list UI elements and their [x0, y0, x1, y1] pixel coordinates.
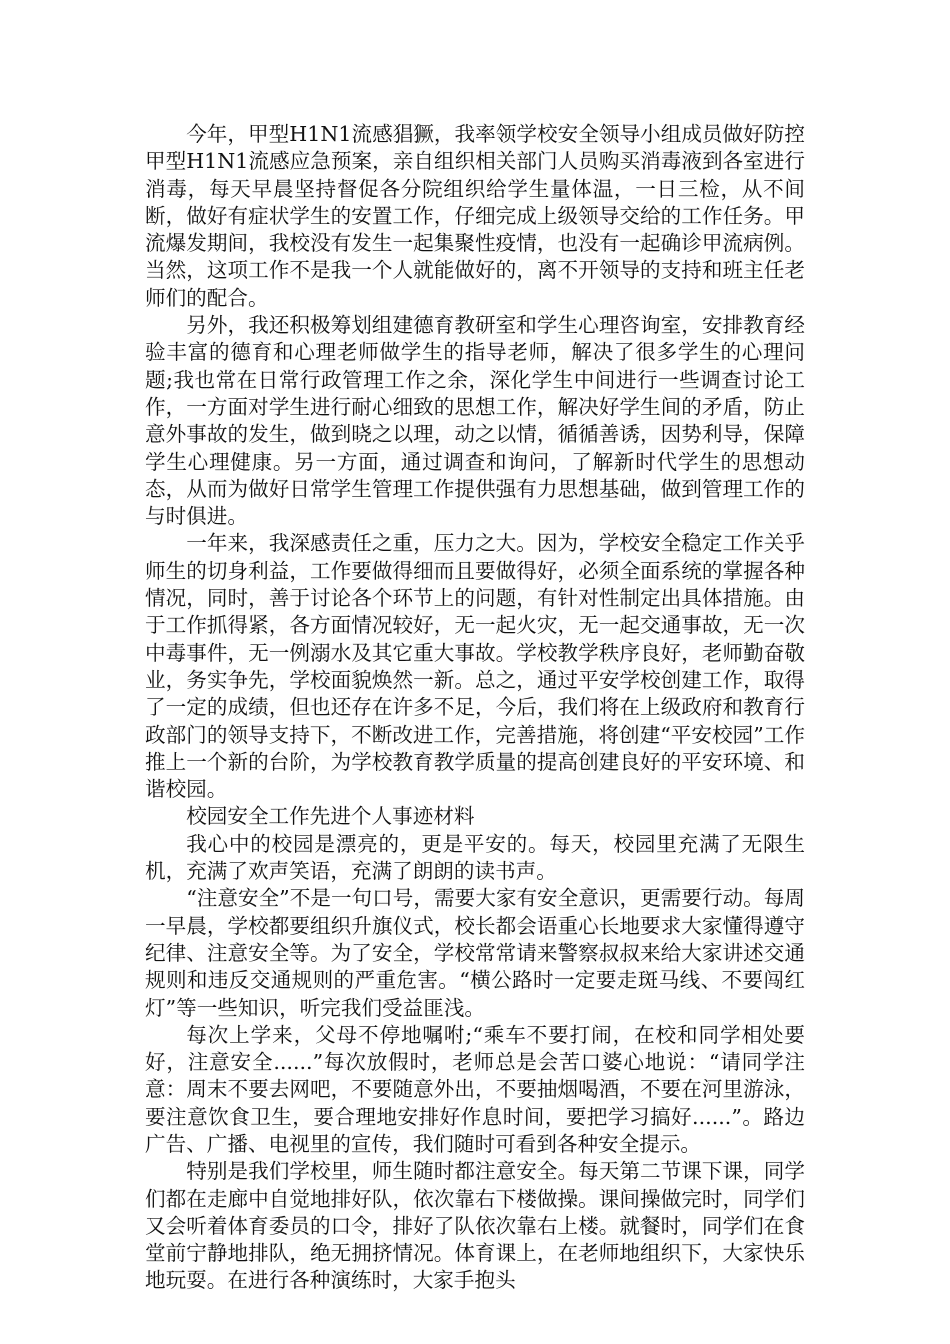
paragraph-year-summary: 一年来，我深感责任之重，压力之大。因为，学校安全稳定工作关乎师生的切身利益，工作要做得细而且要做得好，必须全面系统的掌握各种情况，同时，善于讨论各个环节上的问题，有针对性制定出具体措施。由于工作抓得紧，各方面情况较好，无一起火灾，无一起交通事故，无一次中毒事件，无一例溺水及其它重大事故。学校教学秩序良好，老师勤奋敬业，务实争先，学校面貌焕然一新。总之，通过平安学校创建工作，取得了一定的成绩，但也还存在许多不足，今后，我们将在上级政府和教育行政部门的领导支持下，不断改进工作，完善措施，将创建“平安校园”工作推上一个新的台阶，为学校教育教学质量的提高创建良好的平安环境、和谐校园。 — [145, 531, 805, 802]
paragraph-campus-intro: 我心中的校园是漂亮的，更是平安的。每天，校园里充满了无限生机，充满了欢声笑语，充满了朗朗的读书声。 — [145, 831, 805, 884]
section-heading: 校园安全工作先进个人事迹材料 — [186, 804, 475, 829]
document-body — [145, 121, 805, 1295]
paragraph-h1n1-prevention: 今年，甲型H1N1流感猖獗，我率领学校安全领导小组成员做好防控甲型H1N1流感应急预案，亲自组织相关部门人员购买消毒液到各室进行消毒，每天早晨坚持督促各分院组织给学生量体温，一日三检，从不间断，做好有症状学生的安置工作，仔细完成上级领导交给的工作任务。甲流爆发期间，我校没有发生一起集聚性疫情，也没有一起确诊甲流病例。当然，这项工作不是我一个人就能做好的，离不开领导的支持和班主任老师们的配合。 — [145, 122, 805, 310]
paragraph-moral-education: 另外，我还积极筹划组建德育教研室和学生心理咨询室，安排教育经验丰富的德育和心理老师做学生的指导老师，解决了很多学生的心理问题;我也常在日常行政管理工作之余，深化学生中间进行一些调查讨论工作，一方面对学生进行耐心细致的思想工作，解决好学生间的矛盾，防止意外事故的发生，做到晓之以理，动之以情，循循善诱，因势利导，保障学生心理健康。另一方面，通过调查和询问，了解新时代学生的思想动态，从而为做好日常学生管理工作提供强有力思想基础，做到管理工作的与时俱进。 — [145, 313, 805, 529]
paragraph-safety-awareness: “注意安全”不是一句口号，需要大家有安全意识，更需要行动。每周一早晨，学校都要组织升旗仪式，校长都会语重心长地要求大家懂得遵守纪律、注意安全等。为了安全，学校常常请来警察叔叔来给大家讲述交通规则和违反交通规则的严重危害。“横公路时一定要走斑马线、不要闯红灯”等一些知识，听完我们受益匪浅。 — [145, 886, 805, 1020]
paragraph-school-order: 特别是我们学校里，师生随时都注意安全。每天第二节课下课，同学们都在走廊中自觉地排好队，依次靠右下楼做操。课间操做完时，同学们又会听着体育委员的口令，排好了队依次靠右上楼。就餐时，同学们在食堂前宁静地排队，绝无拥挤情况。体育课上，在老师地组织下，大家快乐地玩耍。在进行各种演练时，大家手抱头 — [145, 1159, 805, 1293]
paragraph-parent-reminders: 每次上学来，父母不停地嘱咐;“乘车不要打闹，在校和同学相处要好，注意安全......”每次放假时，老师总是会苦口婆心地说：“请同学注意：周末不要去网吧，不要随意外出，不要抽烟喝酒，不要在河里游泳，要注意饮食卫生，要合理地安排好作息时间，要把学习搞好......”。路边广告、广播、电视里的宣传，我们随时可看到各种安全提示。 — [145, 1022, 805, 1156]
